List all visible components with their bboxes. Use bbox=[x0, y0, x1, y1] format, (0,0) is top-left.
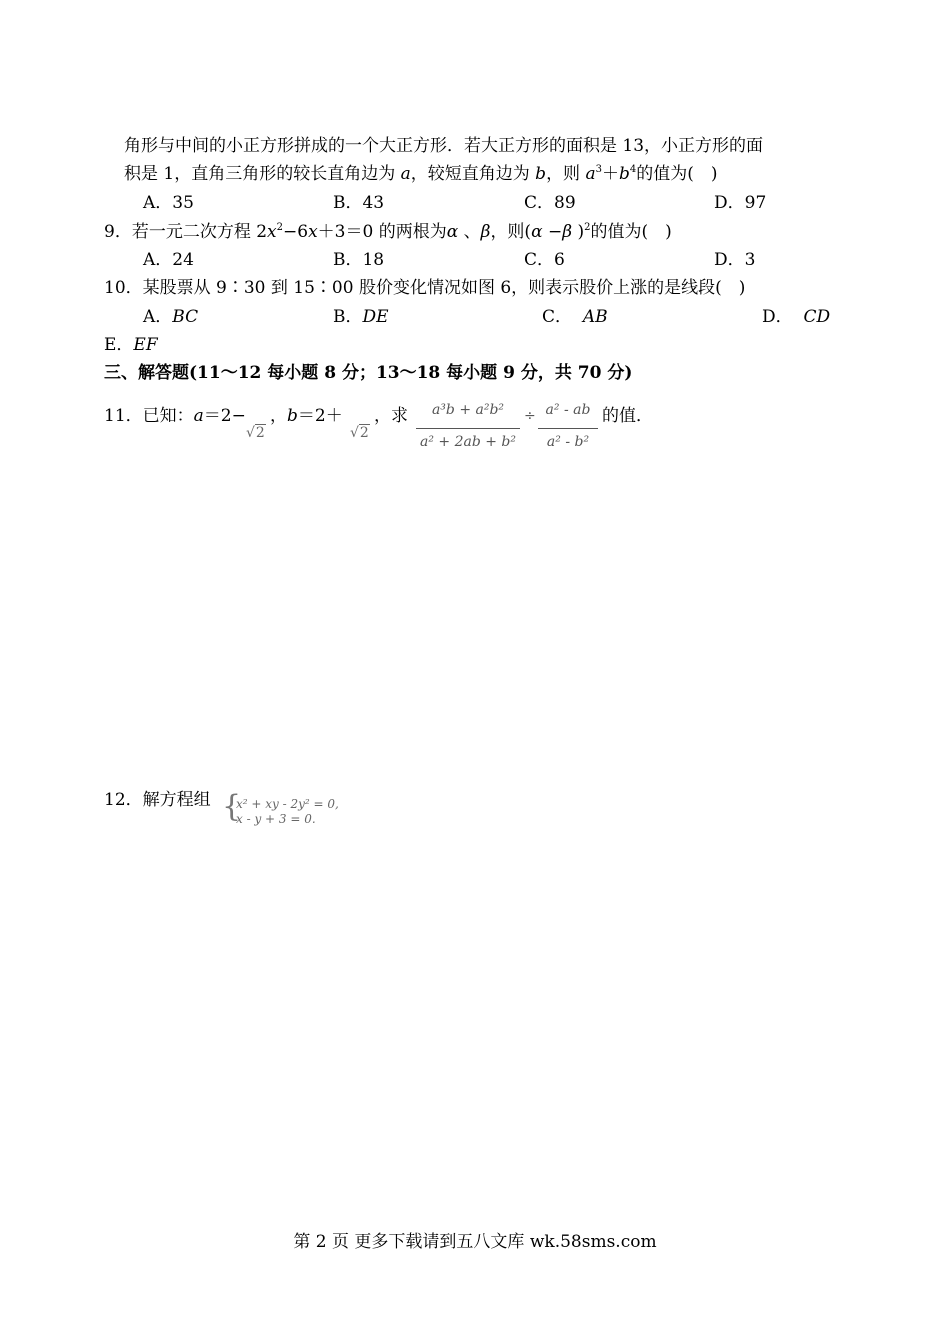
fraction-numerator: a³b + a²b² bbox=[431, 402, 505, 418]
exponent: 2 bbox=[584, 222, 591, 233]
segment-de: DE bbox=[362, 307, 389, 327]
q9-option-b: B．18 bbox=[333, 250, 385, 270]
fraction-denominator: a² - b² bbox=[546, 434, 590, 450]
option-label: B． bbox=[333, 307, 363, 327]
option-label: A． bbox=[143, 307, 173, 327]
alpha-symbol: α bbox=[531, 222, 543, 242]
beta-symbol: β bbox=[480, 222, 491, 242]
q11-text-part: ＝2＋ bbox=[297, 406, 343, 426]
q10-option-d bbox=[762, 306, 830, 328]
section-title: 三、解答题(11～12 每小题 8 分；13～18 每小题 9 分，共 70 分) bbox=[104, 363, 633, 383]
q8-option-a: A．35 bbox=[143, 193, 194, 213]
equation-system-brace: { bbox=[222, 789, 242, 824]
equation-2: x - y + 3 = 0. bbox=[236, 812, 316, 826]
q8-text: 积是 1，直角三角形的较长直角边为 bbox=[124, 164, 401, 184]
sqrt-2: √2 bbox=[246, 425, 265, 441]
q8-option-c: C．89 bbox=[524, 193, 576, 213]
radicand: 2 bbox=[255, 425, 265, 441]
fraction-bar bbox=[416, 428, 520, 429]
q11-text-part: ， bbox=[270, 406, 287, 426]
var-a: a bbox=[585, 164, 596, 184]
var-x: x bbox=[267, 222, 277, 242]
segment-cd: CD bbox=[803, 307, 831, 327]
q9-option-a: A．24 bbox=[143, 250, 194, 270]
q8-text: ，较短直角边为 bbox=[410, 164, 536, 184]
q9-text-part: 的值为( ) bbox=[590, 222, 672, 242]
q11-ask: ，求 bbox=[374, 406, 408, 426]
q9-text-part: ＋3＝0 的两根为 bbox=[317, 222, 447, 242]
q8-text-line1: 角形与中间的小正方形拼成的一个大正方形．若大正方形的面积是 13，小正方形的面 bbox=[124, 136, 764, 156]
q9-text-part: 、 bbox=[458, 222, 481, 242]
minus-sign: − bbox=[542, 222, 563, 242]
exponent: 3 bbox=[595, 164, 602, 175]
option-label: C． bbox=[542, 307, 573, 327]
q11-tail: 的值． bbox=[602, 406, 653, 426]
q8-text-line2 bbox=[124, 163, 718, 185]
q10-option-b bbox=[333, 306, 389, 328]
radicand: 2 bbox=[359, 425, 369, 441]
var-b: b bbox=[287, 406, 298, 426]
q9-option-d: D．3 bbox=[714, 250, 756, 270]
fraction-denominator: a² + 2ab + b² bbox=[419, 434, 516, 450]
page-footer: 第 2 页 更多下载请到五八文库 wk.58sms.com bbox=[293, 1232, 657, 1252]
var-b: b bbox=[535, 164, 547, 184]
exponent: 2 bbox=[276, 222, 284, 233]
sqrt-2: √2 bbox=[350, 425, 369, 441]
q11-text bbox=[104, 405, 246, 427]
q11-text-part: ＝2− bbox=[203, 406, 246, 426]
q10-option-e bbox=[104, 334, 158, 356]
q9-text-part: −6 bbox=[283, 222, 309, 242]
var-a: a bbox=[193, 406, 204, 426]
segment-ab: AB bbox=[582, 307, 608, 327]
segment-ef: EF bbox=[133, 335, 158, 355]
equation-1: x² + xy - 2y² = 0, bbox=[236, 797, 339, 811]
plus-sign: ＋ bbox=[601, 164, 619, 184]
var-a: a bbox=[400, 164, 411, 184]
q9-text-part: 9．若一元二次方程 2 bbox=[104, 222, 268, 242]
q10-option-a bbox=[143, 306, 198, 328]
q8-option-d: D．97 bbox=[714, 193, 767, 213]
q11-text-b bbox=[270, 405, 343, 427]
exponent: 4 bbox=[629, 164, 637, 175]
segment-bc: BC bbox=[172, 307, 199, 327]
q8-text: ，则 bbox=[546, 164, 586, 184]
option-label: E． bbox=[104, 335, 134, 355]
q10-text: 10．某股票从 9∶30 到 15∶00 股价变化情况如图 6，则表示股价上涨的是线段( ) bbox=[104, 278, 746, 298]
fraction-1 bbox=[416, 400, 520, 458]
var-x: x bbox=[308, 222, 318, 242]
q10-option-c bbox=[542, 306, 608, 328]
q8-option-b: B．43 bbox=[333, 193, 385, 213]
q9-text bbox=[104, 221, 672, 243]
q11-label: 11．已知： bbox=[104, 406, 194, 426]
q9-text-part: ，则( bbox=[490, 222, 532, 242]
fraction-bar bbox=[538, 428, 598, 429]
var-b: b bbox=[618, 164, 630, 184]
alpha-symbol: α bbox=[446, 222, 459, 242]
q12-label: 12．解方程组 bbox=[104, 790, 211, 810]
fraction-numerator: a² - ab bbox=[545, 402, 591, 418]
q9-option-c: C．6 bbox=[524, 250, 565, 270]
q9-text-part: ) bbox=[572, 222, 585, 242]
divide-sign: ÷ bbox=[524, 408, 536, 424]
option-label: D． bbox=[762, 307, 793, 327]
fraction-2 bbox=[538, 400, 598, 458]
q8-text: 的值为( ) bbox=[636, 164, 718, 184]
beta-symbol: β bbox=[562, 222, 573, 242]
